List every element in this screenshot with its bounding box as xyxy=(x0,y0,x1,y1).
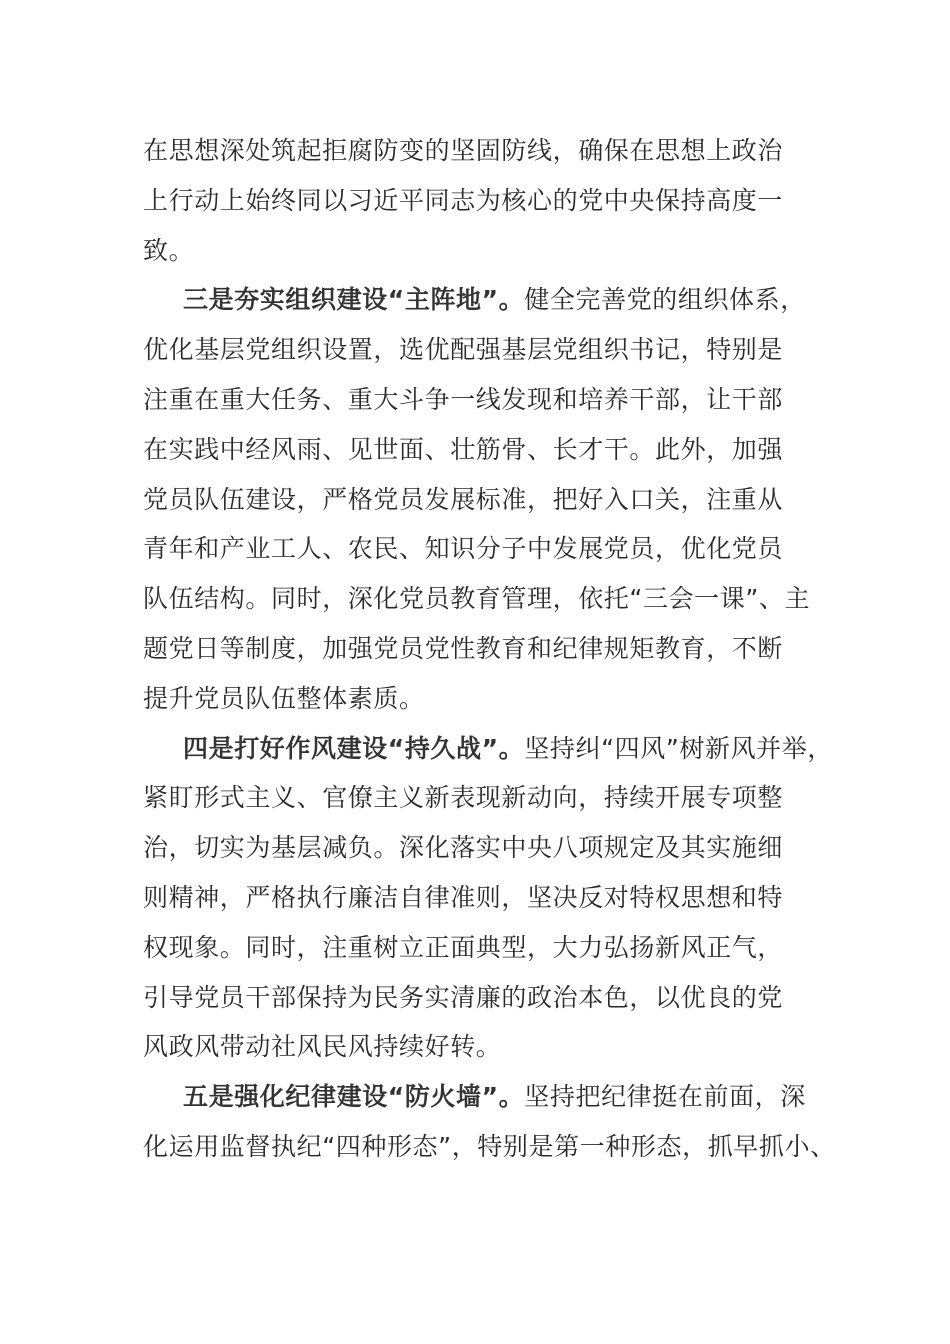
paragraph-4-first-line xyxy=(143,724,833,774)
text-line: 治，切实为基层减负。深化落实中央八项规定及其实施细 xyxy=(143,833,784,863)
text-line: 健全完善党的组织体系， xyxy=(524,285,806,315)
text-line: 权现象。同时，注重树立正面典型，大力弘扬新风正气， xyxy=(143,932,784,962)
text-line: 优化基层党组织设置，选优配强基层党组织书记，特别是 xyxy=(143,335,784,365)
text-line: 在实践中经风雨、见世面、壮筋骨、长才干。此外，加强 xyxy=(143,434,784,464)
text-line: 党员队伍建设，严格党员发展标准，把好入口关，注重从 xyxy=(143,484,784,514)
text-line: 青年和产业工人、农民、知识分子中发展党员，优化党员 xyxy=(143,534,784,564)
text-line: 紧盯形式主义、官僚主义新表现新动向，持续开展专项整 xyxy=(143,783,784,813)
text-line: 注重在重大任务、重大斗争一线发现和培养干部，让干部 xyxy=(143,384,784,414)
document-page xyxy=(143,126,836,1172)
text-line: 在思想深处筑起拒腐防变的坚固防线，确保在思想上政治 xyxy=(143,136,784,165)
heading-organization-building: 三是夯实组织建设“主阵地”。 xyxy=(183,285,525,315)
text-line: 坚持把纪律挺在前面，深 xyxy=(524,1082,806,1112)
text-line: 化运用监督执纪“四种形态”，特别是第一种形态，抓早抓小、 xyxy=(143,1131,836,1161)
heading-work-style-building: 四是打好作风建设“持久战”。 xyxy=(183,733,525,763)
paragraph-5-first-line xyxy=(143,1072,823,1122)
text-line: 则精神，严格执行廉洁自律准则，坚决反对特权思想和特 xyxy=(143,882,784,912)
text-line: 引导党员干部保持为民务实清廉的政治本色，以优良的党 xyxy=(143,982,784,1012)
text-line: 上行动上始终同以习近平同志为核心的党中央保持高度一 xyxy=(143,185,784,215)
text-line: 坚持纠“四风”树新风并举， xyxy=(524,733,833,763)
text-line: 致。 xyxy=(143,235,195,265)
text-line: 提升党员队伍整体素质。 xyxy=(143,683,425,713)
paragraph-3-first-line xyxy=(143,275,823,325)
text-line: 队伍结构。同时，深化党员教育管理，依托“三会一课”、主 xyxy=(143,584,811,614)
text-line: 题党日等制度，加强党员党性教育和纪律规矩教育，不断 xyxy=(143,633,784,663)
text-line: 风政风带动社风民风持续好转。 xyxy=(143,1032,502,1062)
heading-discipline-building: 五是强化纪律建设“防火墙”。 xyxy=(183,1082,525,1112)
